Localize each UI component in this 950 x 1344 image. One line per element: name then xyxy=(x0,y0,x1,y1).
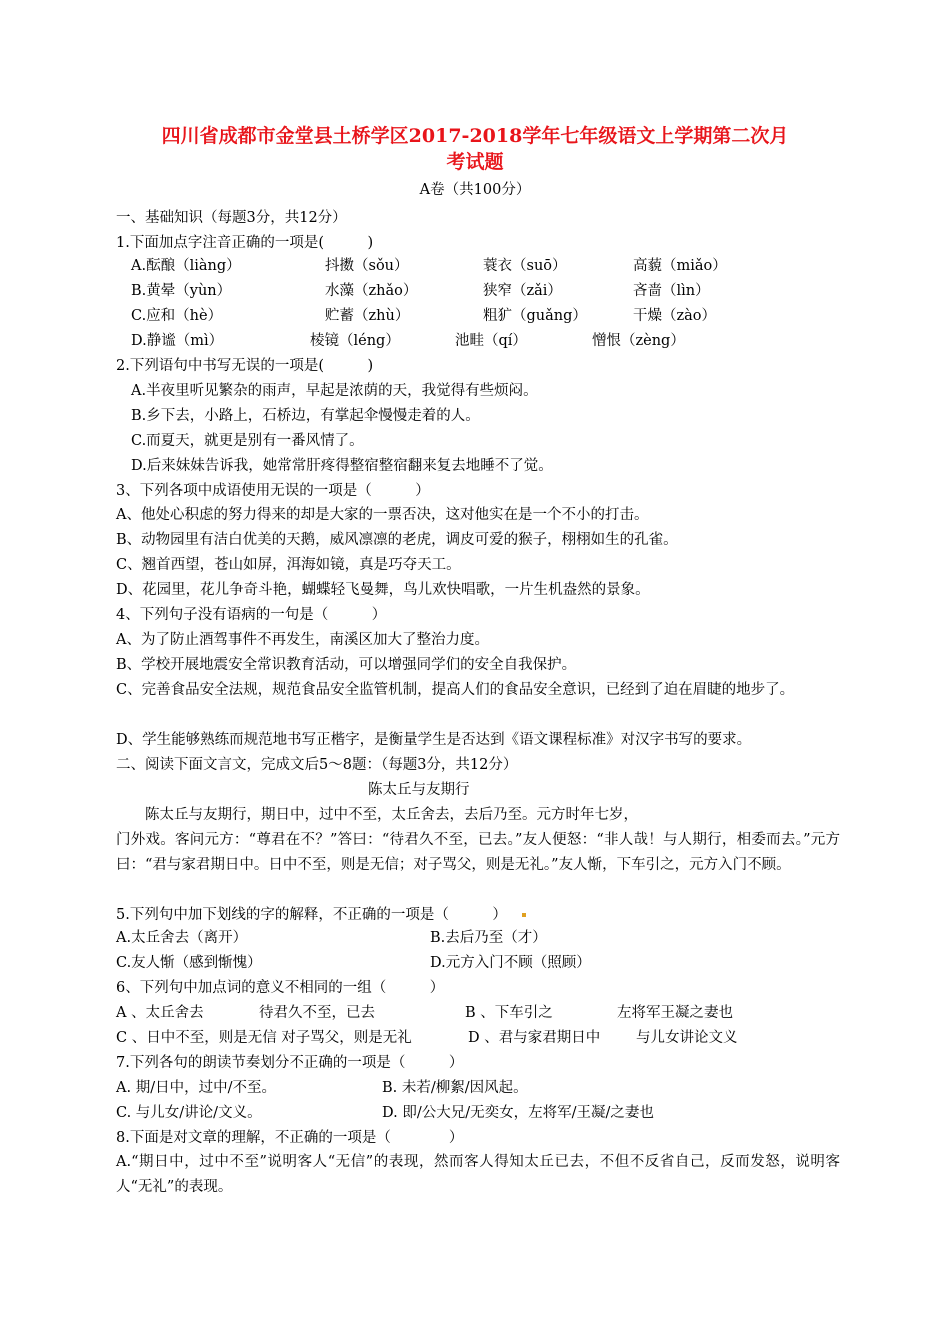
q2-option-c: C.而夏天，就更是别有一番风情了。 xyxy=(131,433,364,449)
q8-option-a: A.“期日中，过中不至”说明客人“无信”的表现，然而客人得知太丘已去，不但不反省自己，反而发怒，说明客人“无礼”的表现。 xyxy=(116,1154,840,1195)
q1-row1-col1: A.酝酿（liàng） xyxy=(131,258,241,274)
q6-option-b-right: 左将军王凝之妻也 xyxy=(617,1005,733,1021)
paper-subtitle: A卷（共100分） xyxy=(419,182,531,198)
exam-title-line1: 四川省成都市金堂县土桥学区2017-2018学年七年级语文上学期第二次月 xyxy=(161,125,789,147)
q8-stem: 8.下面是对文章的理解，不正确的一项是（ ） xyxy=(116,1130,464,1146)
section-2-heading: 二、阅读下面文言文，完成文后5～8题：（每题3分，共12分） xyxy=(116,757,518,773)
section-1-heading: 一、基础知识（每题3分，共12分） xyxy=(116,210,347,226)
q6-option-c: C 、日中不至，则是无信 对子骂父，则是无礼 xyxy=(116,1030,412,1046)
q7-option-d: D. 即/公大兄/无奕女，左将军/王凝/之妻也 xyxy=(382,1105,654,1121)
q1-row3-col4: 干燥（zào） xyxy=(633,308,717,324)
passage-title: 陈太丘与友期行 xyxy=(368,782,470,798)
q1-row1-col2: 抖擞（sǒu） xyxy=(325,258,409,274)
q2-option-a: A.半夜里听见繁杂的雨声，早起是浓荫的天，我觉得有些烦闷。 xyxy=(131,383,538,399)
stray-mark xyxy=(522,913,526,917)
q2-option-b: B.乡下去，小路上，石桥边，有掌起伞慢慢走着的人。 xyxy=(131,408,480,424)
q6-option-a-right: 待君久不至，已去 xyxy=(259,1005,375,1021)
q4-stem: 4、下列句子没有语病的一句是（ ） xyxy=(116,607,387,623)
q3-option-b: B、动物园里有洁白优美的天鹅，威风凛凛的老虎，调皮可爱的猴子，栩栩如生的孔雀。 xyxy=(116,532,678,548)
passage-first-line: 陈太丘与友期行，期日中，过中不至，太丘舍去，去后乃至。元方时年七岁， xyxy=(145,807,638,823)
q6-option-b-left: B 、下车引之 xyxy=(465,1005,553,1021)
q1-row1-col3: 蓑衣（suō） xyxy=(483,258,567,274)
q5-option-c: C.友人惭（感到惭愧） xyxy=(116,955,262,971)
q3-option-d: D、花园里，花儿争奇斗艳，蝴蝶轻飞曼舞，鸟儿欢快唱歌，一片生机盎然的景象。 xyxy=(116,582,650,598)
q7-option-c: C. 与儿女/讲论/文义。 xyxy=(116,1105,262,1121)
q5-stem: 5.下列句中加下划线的字的解释，不正确的一项是（ ） xyxy=(116,907,507,923)
q3-stem: 3、下列各项中成语使用无误的一项是（ ） xyxy=(116,483,430,499)
q6-option-a-left: A 、太丘舍去 xyxy=(116,1005,204,1021)
q7-stem: 7.下列各句的朗读节奏划分不正确的一项是（ ） xyxy=(116,1055,464,1071)
q1-row2-col3: 狭窄（zǎi） xyxy=(483,283,562,299)
q5-option-b: B.去后乃至（才） xyxy=(430,930,547,946)
q1-row4-col4: 憎恨（zèng） xyxy=(592,333,685,349)
q1-stem: 1.下面加点字注音正确的一项是( ) xyxy=(116,235,374,251)
q5-option-d: D.元方入门不顾（照顾） xyxy=(430,955,591,971)
q6-option-d-left: D 、君与家君期日中 xyxy=(468,1030,601,1046)
q1-row2-col1: B.黄晕（yùn） xyxy=(131,283,232,299)
q1-row4-col1: D.静谧（mì） xyxy=(131,333,224,349)
q1-row3-col1: C.应和（hè） xyxy=(131,308,223,324)
q6-option-d-right: 与儿女讲论文义 xyxy=(636,1030,738,1046)
q1-row2-col2: 水藻（zhǎo） xyxy=(325,283,418,299)
q4-option-c: C、完善食品安全法规，规范食品安全监管机制，提高人们的食品安全意识，已经到了迫在眉睫的地步了。 xyxy=(116,682,795,698)
q6-stem: 6、下列句中加点词的意义不相同的一组（ ） xyxy=(116,980,445,996)
q1-row4-col3: 池畦（qí） xyxy=(455,333,527,349)
passage-body: 门外戏。客问元方：“尊君在不？”答曰：“待君久不至，已去。”友人便怒：“非人哉！与人期行，相委而去。”元方曰：“君与家君期日中。日中不至，则是无信；对子骂父，则是无礼。”友人惭，下车引之，元方入门不顾。 xyxy=(116,832,840,873)
q1-row2-col4: 吝啬（lìn） xyxy=(633,283,710,299)
q4-option-a: A、为了防止酒驾事件不再发生，南溪区加大了整治力度。 xyxy=(116,632,489,648)
q7-option-b: B. 未若/柳絮/因风起。 xyxy=(382,1080,528,1096)
exam-title-line2: 考试题 xyxy=(446,151,504,173)
q2-stem: 2.下列语句中书写无误的一项是( ) xyxy=(116,358,374,374)
q7-option-a: A. 期/日中，过中/不至。 xyxy=(116,1080,276,1096)
q2-option-d: D.后来妹妹告诉我，她常常肝疼得整宿整宿翻来复去地睡不了觉。 xyxy=(131,458,553,474)
q1-row4-col2: 棱镜（léng） xyxy=(310,333,400,349)
q3-option-a: A、他处心积虑的努力得来的却是大家的一票否决，这对他实在是一个不小的打击。 xyxy=(116,507,649,523)
q5-option-a: A.太丘舍去（离开） xyxy=(116,930,248,946)
q1-row3-col3: 粗犷（guǎng） xyxy=(483,308,587,324)
q4-option-d: D、学生能够熟练而规范地书写正楷字，是衡量学生是否达到《语文课程标准》对汉字书写的要求。 xyxy=(116,732,752,748)
q1-row3-col2: 贮蓄（zhù） xyxy=(325,308,410,324)
q3-option-c: C、翘首西望，苍山如屏，洱海如镜，真是巧夺天工。 xyxy=(116,557,461,573)
q4-option-b: B、学校开展地震安全常识教育活动，可以增强同学们的安全自我保护。 xyxy=(116,657,577,673)
q1-row1-col4: 高藐（miǎo） xyxy=(633,258,727,274)
